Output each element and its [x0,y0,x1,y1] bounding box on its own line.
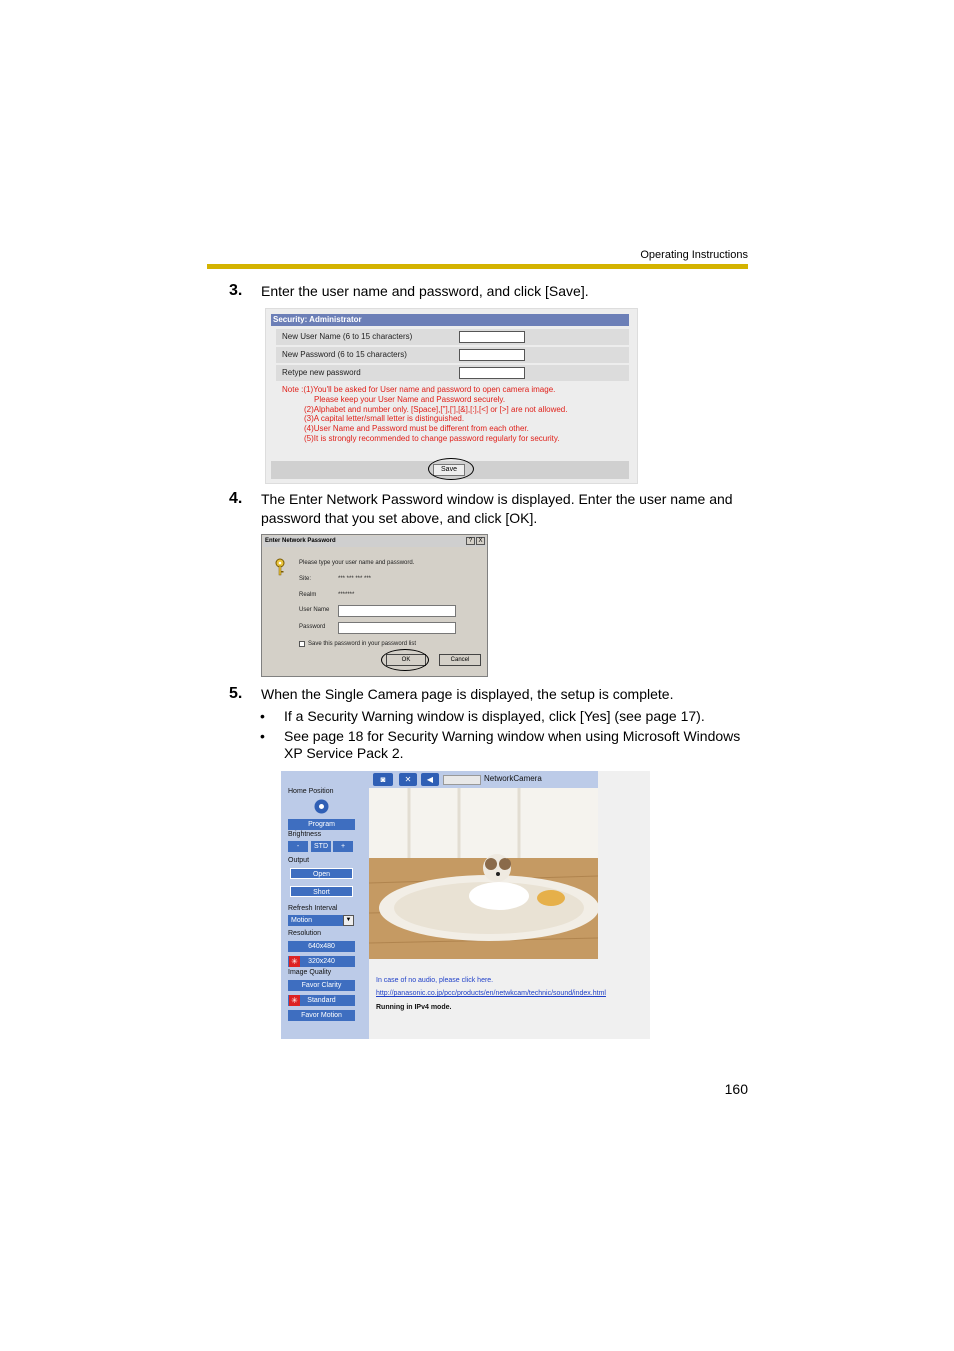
camera-info-area [369,959,650,1039]
enter-network-password-dialog [261,534,488,677]
realm-label: Realm [299,592,317,598]
user-name-label: User Name [299,607,330,613]
camera-image [369,788,598,959]
retype-password-label: Retype new password [282,368,361,377]
brightness-label: Brightness [288,831,322,838]
highlight-circle [381,649,429,671]
new-user-name-label: New User Name (6 to 15 characters) [282,332,413,341]
dialog-prompt: Please type your user name and password. [299,560,415,566]
retype-password-input[interactable] [459,367,525,379]
step-3-number: 3. [229,282,243,299]
step-4-number: 4. [229,490,243,507]
bullet-dot: • [260,708,265,724]
save-password-checkbox[interactable] [299,641,305,647]
save-button[interactable]: Save [433,464,465,476]
refresh-interval-select[interactable]: Motion [288,915,344,926]
brightness-plus-button[interactable]: + [333,841,353,852]
help-button[interactable]: ? [466,537,475,545]
output-short-button[interactable]: Short [290,886,353,897]
chevron-down-icon[interactable]: ▼ [343,915,354,926]
resolution-label: Resolution [288,930,322,937]
header-rule [207,264,748,269]
quality-clarity-button[interactable]: Favor Clarity [288,980,355,991]
bullet-2-line2: XP Service Pack 2. [284,745,404,761]
bullet-2-line1: See page 18 for Security Warning window when using Microsoft Windows [284,728,741,744]
audio-help-link[interactable]: http://panasonic.co.jp/pcc/products/en/netwkcam/technic/sound/index.html [376,990,606,997]
new-password-row [276,347,629,363]
close-button[interactable]: X [476,537,485,545]
brightness-minus-button[interactable]: - [288,841,308,852]
key-icon [274,558,286,576]
note-line-1: Note :(1)You'll be asked for User name and password to open camera image. [282,385,556,394]
note-line-3: (2)Alphabet and number only. [Space],["],['],[&],[:],[<] or [>] are not allowed. [304,404,568,414]
output-open-button[interactable]: Open [290,868,353,879]
retype-password-row [276,365,629,381]
step-5-text: When the Single Camera page is displayed, the setup is complete. [261,686,674,702]
home-position-label: Home Position [288,788,334,795]
note-line-4: (3)A capital letter/small letter is distinguished. [304,414,465,424]
save-password-label: Save this password in your password list [308,641,417,647]
realm-value: ******* [338,592,355,598]
note-line-6: (5)It is strongly recommended to change password regularly for security. [304,433,560,443]
ok-button[interactable]: OK [386,654,426,666]
brightness-std-button[interactable]: STD [311,841,331,852]
new-user-name-row [276,329,629,345]
step-5-number: 5. [229,685,243,702]
step-4-text-line1: The Enter Network Password window is displayed. Enter the user name and [261,491,733,507]
resolution-640-button[interactable]: 640x480 [288,941,355,952]
bullet-dot: • [260,728,265,744]
selected-star-icon: ✳ [289,995,300,1006]
quality-motion-button[interactable]: Favor Motion [288,1010,355,1021]
bullet-1-text: If a Security Warning window is displayed, click [Yes] (see page 17). [284,708,705,724]
camera-title: NetworkCamera [484,774,542,783]
output-label: Output [288,857,310,864]
security-panel-title: Security: Administrator [271,314,629,326]
note-line-5: (4)User Name and Password must be different from each other. [304,424,529,434]
user-name-input[interactable] [338,605,456,617]
new-password-input[interactable] [459,349,525,361]
camera-control-sidebar [281,771,369,1039]
refresh-interval-label: Refresh Interval [288,905,338,912]
single-camera-page [281,771,650,1039]
bullet-item-2 [260,728,741,762]
camera-toolbar [369,771,598,788]
speaker-icon[interactable]: ◀ [421,773,439,786]
security-notes [282,385,622,444]
camera-snapshot-icon[interactable]: ◙ [373,773,393,786]
highlight-circle [428,458,474,480]
step-4-text-line2: password that you set above, and click [OK]. [261,510,538,526]
bullet-item-1 [260,708,705,725]
home-position-button[interactable] [314,799,329,814]
program-button[interactable]: Program [288,819,355,830]
security-settings-panel [265,308,638,484]
dialog-title: Enter Network Password [263,536,486,547]
password-label: Password [299,624,326,630]
page-number: 160 [724,1081,748,1097]
resolution-320-button[interactable]: 320x240 [288,956,355,967]
new-user-name-input[interactable] [459,331,525,343]
audio-note[interactable]: In case of no audio, please click here. [376,977,494,984]
note-line-2: Please keep your User Name and Password securely. [314,394,506,404]
step-3-text: Enter the user name and password, and click [Save]. [261,283,589,299]
running-header: Operating Instructions [640,249,748,261]
ip-mode-text: Running in IPv4 mode. [376,1004,452,1011]
site-value: *** *** *** *** [338,576,372,582]
image-quality-label: Image Quality [288,969,332,976]
mute-icon[interactable]: ✕ [399,773,417,786]
site-label: Site: [299,576,312,582]
quality-standard-button[interactable]: Standard [288,995,355,1006]
new-password-label: New Password (6 to 15 characters) [282,350,407,359]
selected-star-icon: ✳ [289,956,300,967]
password-input[interactable] [338,622,456,634]
volume-slider[interactable] [443,775,481,785]
cancel-button[interactable]: Cancel [439,654,481,666]
